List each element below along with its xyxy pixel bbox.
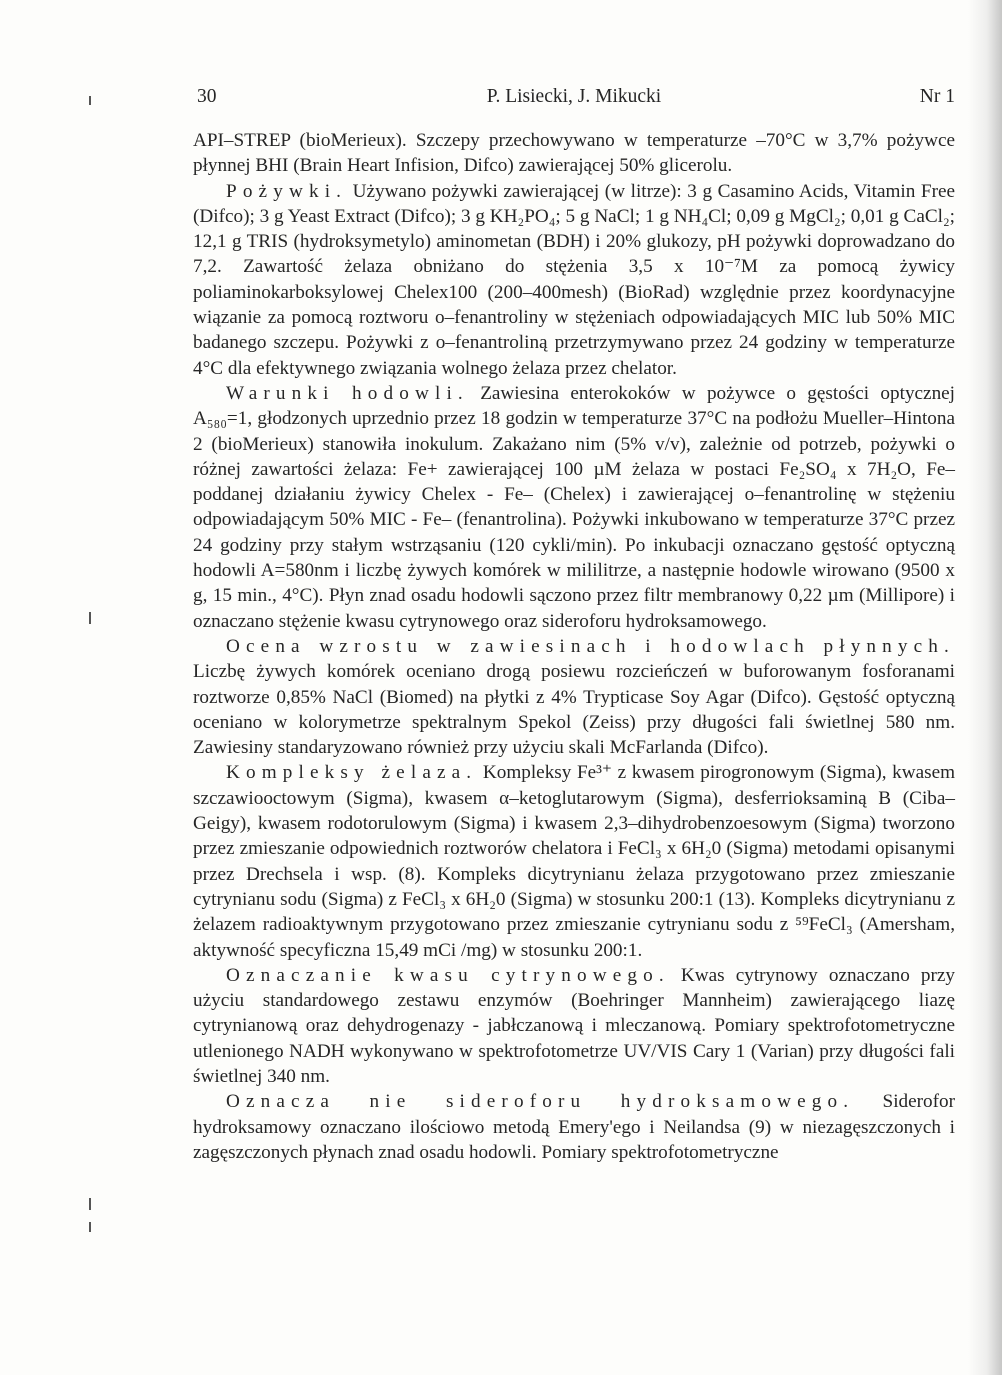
paragraph-text: Siderofor hydroksamowy oznaczano ilościowo metodą Emery'ego i Neilandsa (9) w niezagęszczonych i zagęszczonych płynach znad osadu hodowli. Pomiary spektrofotometryczne bbox=[193, 1091, 955, 1163]
paragraph-text: Zawiesina enterokoków w pożywce o gęstości optycznej A₅₈₀=1, głodzonych uprzednio przez 18 godzin w temperaturze 37°C na podłożu Mueller–Hintona 2 (bioMerieux) stanowiła inokulum. Zakażano nim (5% v/v), zależnie od potrzeb, pożywki o różnej zawartości żelaza: Fe+ zawierającej 100 µM żelaza w postaci Fe₂SO₄ x 7H₂O, Fe– poddanej działaniu żywicy Chelex - Fe– (Chelex) i zawierającej o–fenantrolinę w stężeniu odpowiadającym 50% MIC - Fe– (fenantrolina). Pożywki inkubowano w temperaturze 37°C przez 24 godziny przy stałym wstrząsaniu (120 cykli/min). Po inkubacji oznaczano gęstość optyczną hodowli A=580nm i liczbę żywych komórek w mililitrze, a następnie hodowle wirowano (9500 x g, 15 min., 4°C). Płyn znad osadu hodowli sączono przez filtr membranowy 0,22 µm (Millipore) i oznaczano stężenie kwasu cytrynowego oraz sideroforu hydroksamowego. bbox=[193, 382, 956, 632]
margin-mark bbox=[89, 1198, 91, 1210]
margin-mark bbox=[89, 612, 91, 624]
paragraph-text: Używano pożywki zawierającej (w litrze): 3 g Casamino Acids, Vitamin Free (Difco); 3 g Yeast Extract (Difco); 3 g KH₂PO₄; 5 g NaCl; 1 g NH₄Cl; 0,09 g MgCl₂; 0,01 g CaCl₂; 12,1 g TRIS (hydroksymetylo) aminometan (BDH) i 20% glukozy, pH pożywki doprowadzano do 7,2. Zawartość żelaza obniżano do stężenia 3,5 x 10⁻⁷M za pomocą żywicy poliaminokarboksylowej Chelex100 (200–400mesh) (BioRad) względnie przez koordynacyjne wiązanie za pomocą roztworu o–fenantroliny w stężeniach odpowiadających MIC lub 50% MIC badanego szczepu. Pożywki z o–fenantroliną przetrzymywano przez 24 godziny w temperaturze 4°C dla efektywnego związania wolnego żelaza przez chelator. bbox=[193, 180, 956, 379]
page-number: 30 bbox=[197, 86, 217, 107]
paragraph-p4 bbox=[193, 760, 955, 962]
paragraph-p0 bbox=[193, 128, 955, 179]
paragraph-p3 bbox=[193, 634, 955, 760]
running-header bbox=[193, 82, 955, 112]
section-heading: Warunki hodowli. bbox=[226, 382, 469, 404]
paragraph-text: API–STREP (bioMerieux). Szczepy przechowywano w temperaturze –70°C w 3,7% pożywce płynnej BHI (Brain Heart Infision, Difco) zawierającej 50% glicerolu. bbox=[193, 130, 955, 177]
margin-mark bbox=[89, 1222, 91, 1232]
margin-mark bbox=[89, 96, 91, 105]
section-heading: Oznacza nie sideroforu hydroksamowego. bbox=[226, 1091, 855, 1113]
page-edge-shadow bbox=[968, 0, 1002, 1375]
section-heading: Kompleksy żelaza. bbox=[226, 762, 478, 784]
paragraph-p1 bbox=[193, 179, 955, 381]
paragraph-text: Liczbę żywych komórek oceniano drogą posiewu rozcieńczeń w buforowanym fosforanami roztworze 0,85% NaCl (Biomed) na płytki z 4% Trypticase Soy Agar (Difco). Gęstość optyczną oceniano w kolorymetrze spektralnym Spekol (Zeiss) przy długości fali świetlnej 580 nm. Zawiesiny standaryzowano również przy użyciu skali McFarlanda (Difco). bbox=[193, 661, 955, 759]
paragraph-p5 bbox=[193, 963, 955, 1089]
paragraph-text: Kompleksy Fe³⁺ z kwasem pirogronowym (Sigma), kwasem szczawiooctowym (Sigma), kwasem α–ketoglutarowym (Sigma), desferrioksaminą B (Ciba–Geigy), kwasem rodotorulowym (Sigma) i kwasem 2,3–dihydrobenzoesowym (Sigma) tworzono przez zmieszanie odpowiednich roztworów chelatora i FeCl₃ x 6H₂0 (Sigma) metodami opisanymi przez Drechsela i wsp. (8). Kompleks dicytrynianu żelaza przygotowano przez zmieszanie cytrynianu sodu (Sigma) z FeCl₃ x 6H₂0 (Sigma) w stosunku 200:1 (13). Kompleks dicytrynianu z żelazem radioaktywnym przygotowano przez zmieszanie cytrynianu sodu z ⁵⁹FeCl₃ (Amersham, aktywność specyficzna 15,49 mCi /mg) w stosunku 200:1. bbox=[193, 762, 956, 961]
paragraph-p6 bbox=[193, 1089, 955, 1165]
body-text bbox=[193, 128, 955, 1165]
section-heading: Ocena wzrostu w zawiesinach i hodowlach płynnych. bbox=[226, 635, 955, 657]
header-authors: P. Lisiecki, J. Mikucki bbox=[486, 86, 662, 107]
section-heading: Oznaczanie kwasu cytrynowego. bbox=[226, 964, 670, 986]
paragraph-p2 bbox=[193, 381, 955, 634]
paragraph-text: Kwas cytrynowy oznaczano przy użyciu standardowego zestawu enzymów (Boehringer Mannheim) zawierającego liazę cytrynianową oraz dehydrogenazy - jabłczanową i mleczanową. Pomiary spektrofotometryczne utlenionego NADH wykonywano w spektrofotometrze UV/VIS Cary 1 (Varian) przy długości fali świetlnej 340 nm. bbox=[193, 964, 955, 1087]
section-heading: Pożywki. bbox=[226, 180, 348, 202]
header-issue: Nr 1 bbox=[919, 86, 955, 107]
